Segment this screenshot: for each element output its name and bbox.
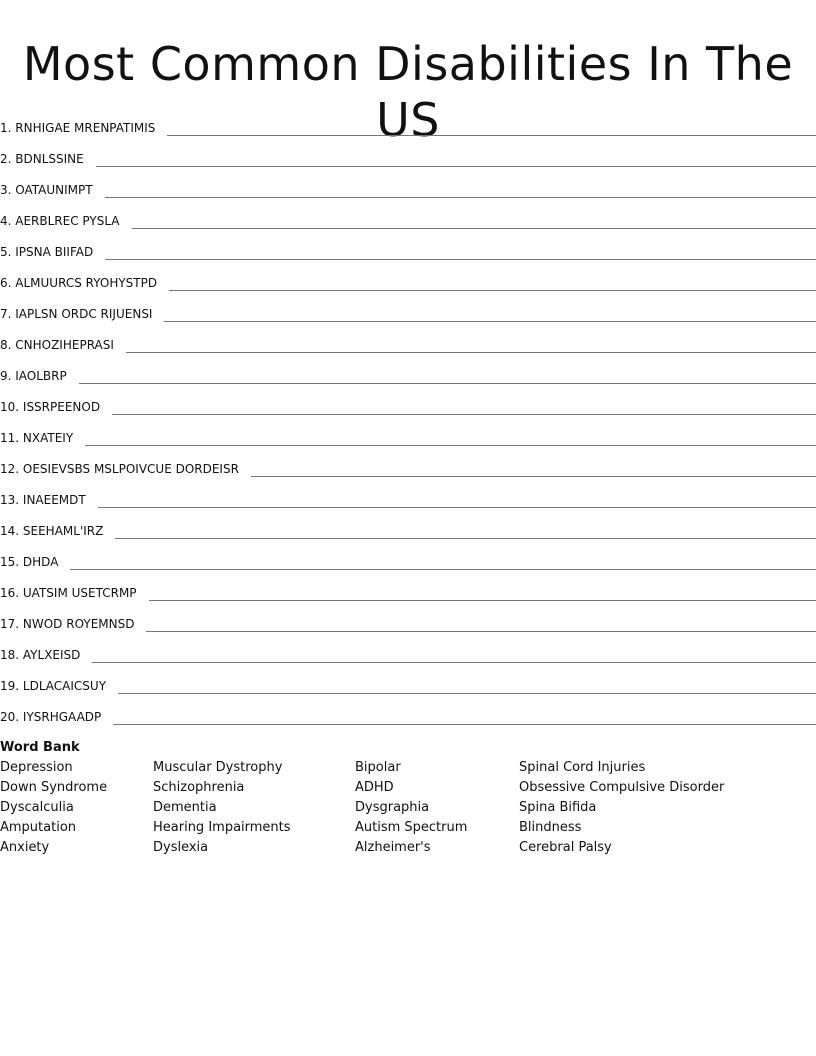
word-bank-row [0,759,816,779]
word-bank-item: Spina Bifida [519,800,597,815]
word-bank-item: Spinal Cord Injuries [519,760,646,775]
scrambled-word: 7. IAPLSN ORDC RIJUENSI [0,307,153,321]
answer-line[interactable] [96,166,816,167]
scrambled-word: 20. IYSRHGAADP [0,710,102,724]
clue-row [0,170,816,201]
page-title: Most Common Disabilities In The US [22,37,794,147]
word-bank-row [0,839,816,859]
scrambled-word: 5. IPSNA BIIFAD [0,245,94,259]
scrambled-word: 16. UATSIM USETCRMP [0,586,137,600]
clue-row [0,356,816,387]
answer-line[interactable] [126,352,816,353]
word-bank-item: Dyscalculia [0,800,74,815]
word-bank-item: Bipolar [355,760,401,775]
scrambled-word: 10. ISSRPEENOD [0,400,101,414]
clue-row [0,418,816,449]
word-bank-item: Schizophrenia [153,780,245,795]
scrambled-word: 13. INAEEMDT [0,493,86,507]
answer-line[interactable] [251,476,816,477]
word-bank-item: Autism Spectrum [355,820,468,835]
answer-line[interactable] [98,507,816,508]
scrambled-word: 6. ALMUURCS RYOHYSTPD [0,276,158,290]
answer-line[interactable] [132,228,816,229]
scrambled-word: 12. OESIEVSBS MSLPOIVCUE DORDEISR [0,462,239,476]
answer-line[interactable] [118,693,816,694]
scramble-list [0,108,816,728]
clue-row [0,201,816,232]
answer-line[interactable] [167,135,816,136]
scrambled-word: 17. NWOD ROYEMNSD [0,617,135,631]
clue-row [0,542,816,573]
clue-row [0,449,816,480]
scrambled-word: 4. AERBLREC PYSLA [0,214,120,228]
word-bank-item: Hearing Impairments [153,820,291,835]
scrambled-word: 15. DHDA [0,555,59,569]
word-bank-item: ADHD [355,780,394,795]
answer-line[interactable] [115,538,816,539]
scrambled-word: 18. AYLXEISD [0,648,81,662]
clue-row [0,263,816,294]
answer-line[interactable] [105,259,816,260]
clue-row [0,232,816,263]
clue-row [0,511,816,542]
clue-row [0,697,816,728]
word-bank-item: Amputation [0,820,77,835]
answer-line[interactable] [112,414,816,415]
scrambled-word: 11. NXATEIY [0,431,74,445]
word-bank-row [0,819,816,839]
scrambled-word: 1. RNHIGAE MRENPATIMIS [0,121,156,135]
scrambled-word: 8. CNHOZIHEPRASI [0,338,114,352]
word-bank-row [0,799,816,819]
word-bank-item: Muscular Dystrophy [153,760,283,775]
word-bank-item: Alzheimer's [355,840,431,855]
answer-line[interactable] [146,631,816,632]
word-bank [0,739,816,859]
word-bank-item: Cerebral Palsy [519,840,612,855]
word-bank-item: Down Syndrome [0,780,108,795]
answer-line[interactable] [85,445,816,446]
scrambled-word: 9. IAOLBRP [0,369,67,383]
scrambled-word: 3. OATAUNIMPT [0,183,93,197]
word-bank-item: Depression [0,760,73,775]
clue-row [0,666,816,697]
answer-line[interactable] [79,383,816,384]
answer-line[interactable] [169,290,816,291]
scrambled-word: 2. BDNLSSINE [0,152,84,166]
word-bank-item: Obsessive Compulsive Disorder [519,780,725,795]
answer-line[interactable] [113,724,816,725]
clue-row [0,294,816,325]
word-bank-item: Dysgraphia [355,800,430,815]
clue-row [0,604,816,635]
answer-line[interactable] [105,197,816,198]
scrambled-word: 14. SEEHAML'IRZ [0,524,104,538]
word-bank-title: Word Bank [0,740,80,755]
clue-row [0,139,816,170]
clue-row [0,635,816,666]
clue-row [0,325,816,356]
answer-line[interactable] [164,321,816,322]
word-bank-item: Blindness [519,820,582,835]
scrambled-word: 19. LDLACAICSUY [0,679,107,693]
clue-row [0,573,816,604]
clue-row [0,480,816,511]
answer-line[interactable] [149,600,816,601]
word-bank-item: Anxiety [0,840,50,855]
word-bank-row [0,779,816,799]
answer-line[interactable] [92,662,816,663]
word-bank-item: Dyslexia [153,840,209,855]
clue-row [0,387,816,418]
word-bank-item: Dementia [153,800,217,815]
answer-line[interactable] [70,569,816,570]
clue-row [0,108,816,139]
